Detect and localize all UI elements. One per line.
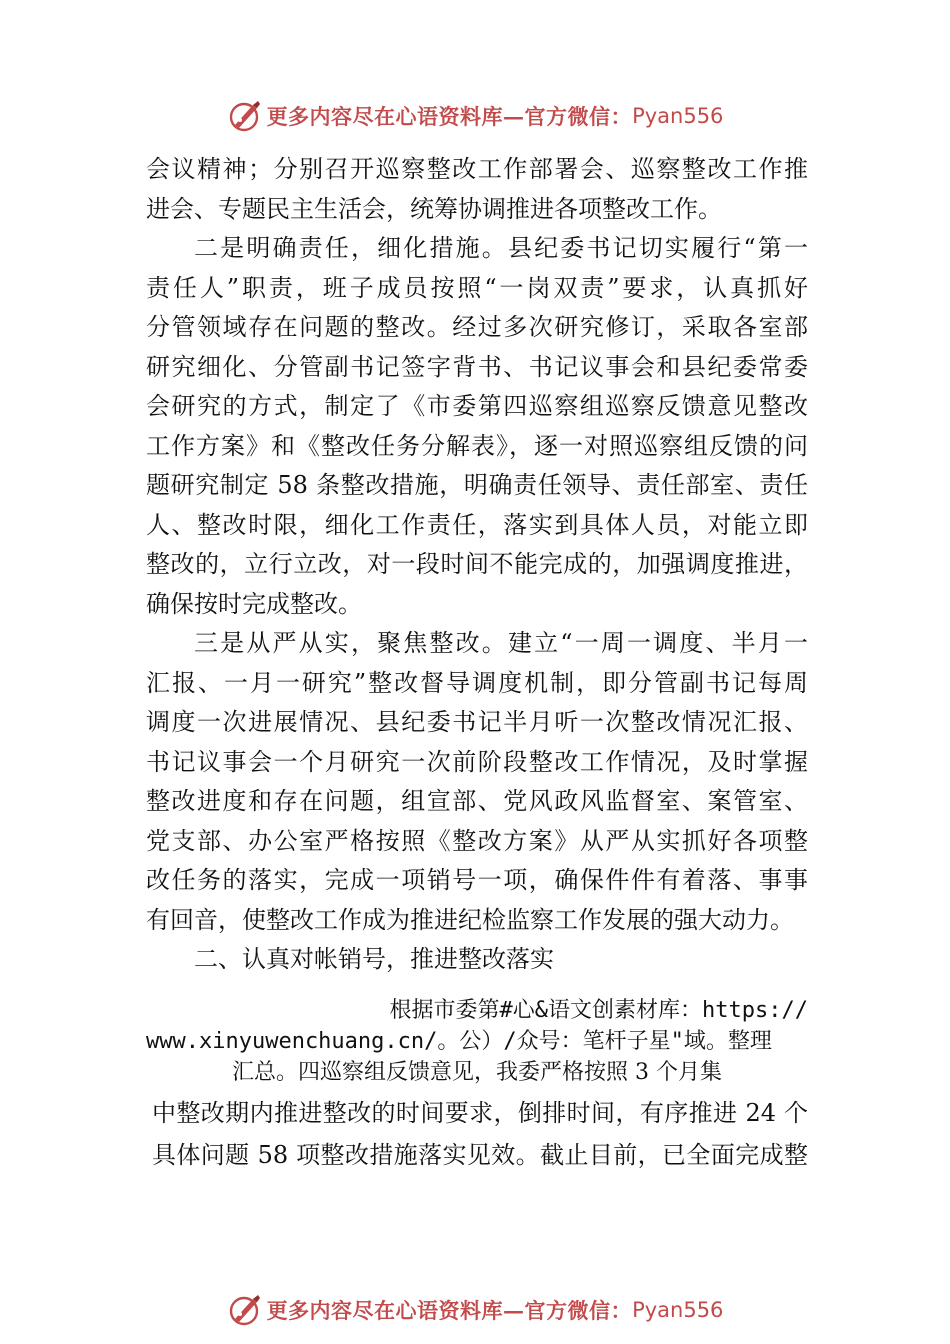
text-line: 中整改期内推进整改的时间要求，倒排时间，有序推进 24 个 xyxy=(152,1099,808,1127)
banner-wechat-id: Pyan556 xyxy=(632,104,724,128)
mixed-text-block xyxy=(146,995,808,1088)
header-banner xyxy=(0,96,950,136)
text-line: 责任人”职责，班子成员按照“一岗双责”要求，认真抓好 xyxy=(146,273,808,302)
text-line: 确保按时完成整改。 xyxy=(146,589,362,618)
text-line: 汇报、一月一研究”整改督导调度机制，即分管副书记每周 xyxy=(146,668,808,697)
text-line: 题研究制定 58 条整改措施，明确责任领导、责任部室、责任 xyxy=(146,471,808,499)
text-line: www.xinyuwenchuang.cn/。公）/众号：笔杆子星"域。整理 xyxy=(146,1029,772,1054)
paragraph-start: 三是从严从实，聚焦整改。建立“一周一调度、半月一 xyxy=(194,629,808,657)
pen-logo-icon xyxy=(227,1292,263,1328)
banner-text: 更多内容尽在心语资料库—官方微信： xyxy=(266,1298,633,1323)
text-line: 党支部、办公室严格按照《整改方案》从严从实抓好各项整 xyxy=(146,826,808,855)
pen-logo-icon xyxy=(227,98,263,134)
footer-banner xyxy=(0,1290,950,1330)
text-line: 进会、专题民主生活会，统筹协调推进各项整改工作。 xyxy=(146,194,722,223)
text-line: 改任务的落实，完成一项销号一项，确保件件有着落、事事 xyxy=(146,866,808,894)
text-line: 汇总。四巡察组反馈意见，我委严格按照 3 个月集 xyxy=(232,1060,722,1085)
document-body xyxy=(146,150,808,980)
text-line: 根据市委第#心&语文创素材库：https:// xyxy=(389,998,808,1023)
closing-text-block xyxy=(152,1092,808,1176)
text-line: 分管领域存在问题的整改。经过多次研究修订，采取各室部 xyxy=(146,313,808,341)
text-line: 书记议事会一个月研究一次前阶段整改工作情况，及时掌握 xyxy=(146,747,808,776)
text-line: 人、整改时限，细化工作责任，落实到具体人员，对能立即 xyxy=(146,510,808,539)
text-line: 具体问题 58 项整改措施落实见效。截止目前，已全面完成整 xyxy=(152,1141,808,1169)
text-line: 有回音，使整改工作成为推进纪检监察工作发展的强大动力。 xyxy=(146,905,794,934)
text-line: 会议精神；分别召开巡察整改工作部署会、巡察整改工作推 xyxy=(146,155,808,183)
banner-text: 更多内容尽在心语资料库—官方微信： xyxy=(266,104,633,129)
text-line: 调度一次进展情况、县纪委书记半月听一次整改情况汇报、 xyxy=(146,708,808,736)
text-line: 研究细化、分管副书记签字背书、书记议事会和县纪委常委 xyxy=(146,352,808,381)
text-line: 整改的，立行立改，对一段时间不能完成的，加强调度推进， xyxy=(146,550,808,578)
section-heading: 二、认真对帐销号，推进整改落实 xyxy=(194,945,554,973)
paragraph-start: 二是明确责任，细化措施。县纪委书记切实履行“第一 xyxy=(194,234,808,262)
text-line: 整改进度和存在问题，组宣部、党风政风监督室、案管室、 xyxy=(146,787,808,815)
banner-wechat-id: Pyan556 xyxy=(632,1298,724,1322)
text-line: 会研究的方式，制定了《市委第四巡察组巡察反馈意见整改 xyxy=(146,392,808,420)
text-line: 工作方案》和《整改任务分解表》，逐一对照巡察组反馈的问 xyxy=(146,431,808,460)
